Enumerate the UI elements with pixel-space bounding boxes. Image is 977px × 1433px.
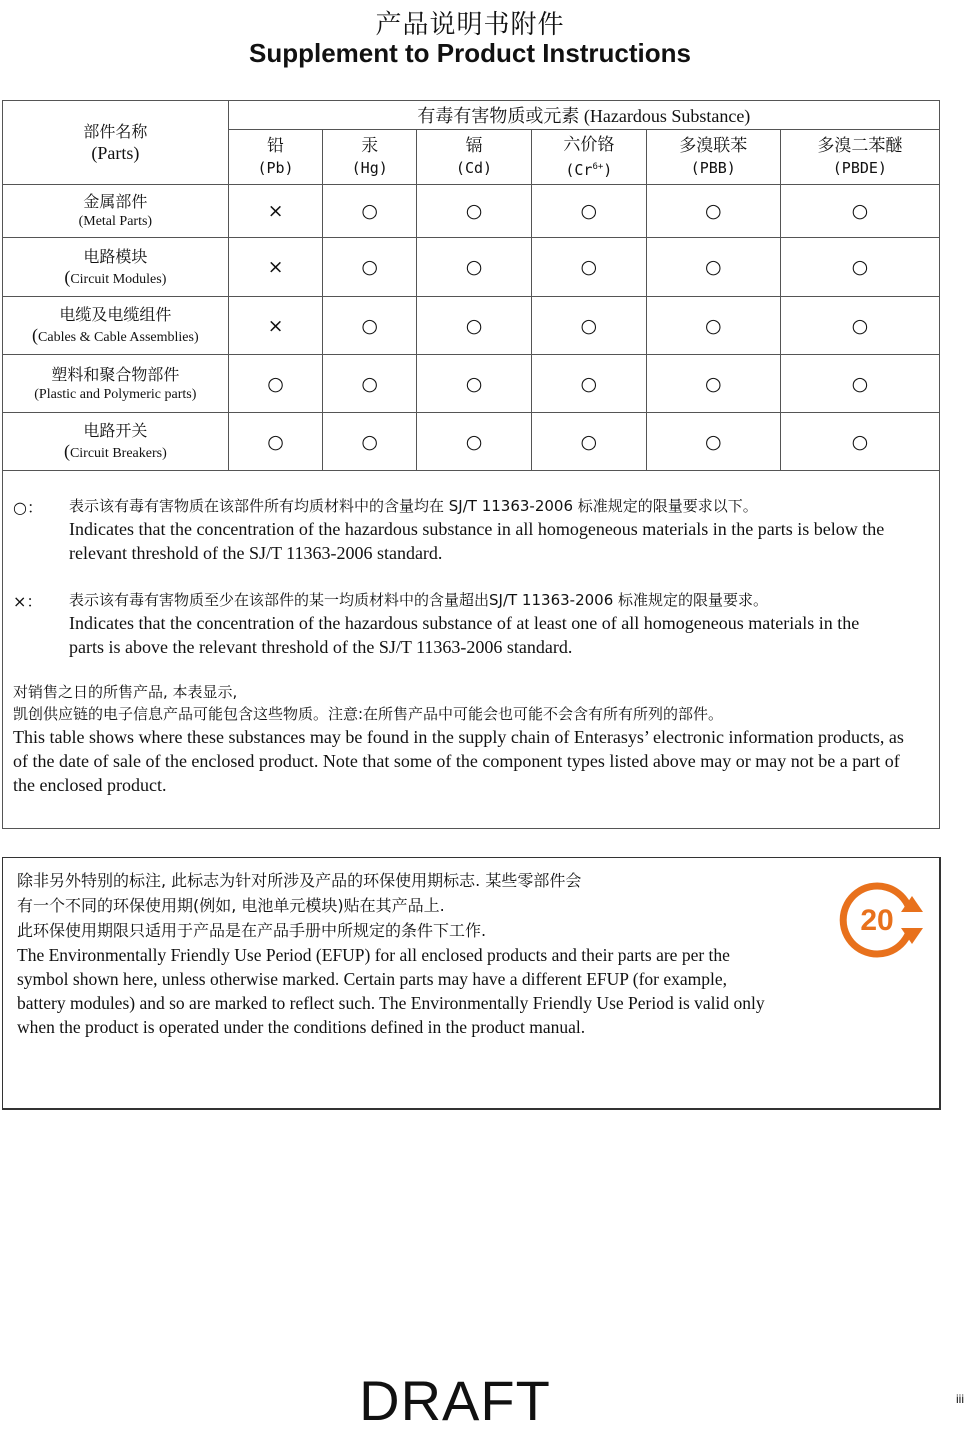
substance-symbol: (PBDE) (832, 159, 887, 177)
mark-cell: ○ (323, 185, 417, 238)
parts-header-en: (Parts) (91, 143, 140, 163)
mark-cell: × (228, 297, 323, 355)
mark-cell: ○ (646, 185, 780, 238)
substance-symbol: $(Cr^{6+})$ (565, 160, 613, 179)
note-circle-en: Indicates that the concentration of the hazardous substance in all homogeneous materials in the parts is below the relevant threshold of the SJ/T 11363-2006 standard. (69, 519, 885, 563)
part-name-en: (Metal Parts) (78, 214, 153, 229)
efup-logo-icon (831, 872, 927, 968)
mark-cell: ○ (417, 355, 532, 413)
table-header-row (3, 101, 940, 130)
mark-cell: ○ (323, 297, 417, 355)
substance-chromium (531, 130, 646, 185)
mark-cell: ○ (646, 355, 780, 413)
part-name-en: (Circuit Modules) (64, 266, 167, 287)
part-name-cell (3, 238, 229, 297)
note-cross-en: Indicates that the concentration of the hazardous substance of at least one of all homogeneous materials in the parts is above the relevant threshold of the SJ/T 11363-2006 standard. (69, 613, 860, 657)
table-notes (2, 471, 940, 829)
mark-cell: ○ (646, 413, 780, 471)
parts-header-cell (3, 101, 229, 185)
part-name-cn: 塑料和聚合物部件 (51, 364, 180, 384)
efup-box (2, 857, 941, 1110)
part-name-cn: 金属部件 (83, 192, 148, 211)
hazardous-substance-table (2, 100, 940, 471)
part-name-cell (3, 413, 229, 471)
substance-lead (228, 130, 323, 185)
mark-cell: ○ (531, 413, 646, 471)
note-general (13, 681, 933, 797)
table-row (3, 355, 940, 413)
part-name-en: (Circuit Breakers) (63, 441, 167, 461)
mark-cell: ○ (646, 238, 780, 297)
substance-symbol: (PBB) (690, 159, 736, 177)
mark-cell: ○ (780, 238, 939, 297)
substance-header: 有毒有害物质或元素 (Hazardous Substance) (417, 106, 751, 126)
mark-cell: ○ (780, 297, 939, 355)
part-name-cell (3, 297, 229, 355)
mark-cell: ○ (417, 297, 532, 355)
circle-symbol: ○： (13, 498, 43, 517)
mark-cell: ○ (531, 185, 646, 238)
parts-header-cn: 部件名称 (83, 122, 148, 141)
title-chinese: 产品说明书附件 (375, 10, 565, 40)
substance-name: 镉 (465, 136, 483, 156)
substance-name: 铅 (267, 136, 285, 156)
title-english: Supplement to Product Instructions (248, 38, 691, 68)
substance-mercury (323, 130, 417, 185)
substance-symbol: (Hg) (351, 159, 388, 177)
substance-cadmium (417, 130, 532, 185)
part-name-en: (Cables & Cable Assemblies) (32, 325, 199, 345)
mark-cell: ○ (228, 413, 323, 471)
substance-name: 多溴联苯 (679, 136, 748, 156)
efup-en: The Environmentally Friendly Use Period (EFUP) for all enclosed products and their parts are per the symbol shown here, unless otherwise marked. Certain parts may have a different EFUP (for example, battery modules) and so are marked to reflect such. The Environmentally Friendly Use Period is valid only when the product is operated under the conditions defined in the product manual. (17, 945, 765, 1037)
part-name-cn: 电缆及电缆组件 (59, 305, 172, 324)
mark-cell: ○ (417, 238, 532, 297)
table-row (3, 238, 940, 297)
mark-cell: ○ (417, 413, 532, 471)
draft-watermark: DRAFT (359, 1369, 551, 1432)
mark-cell: ○ (780, 413, 939, 471)
mark-cell: ○ (417, 185, 532, 238)
mark-cell: ○ (323, 238, 417, 297)
cross-symbol: ×： (13, 592, 43, 611)
efup-cn-3: 此环保使用期限只适用于产品是在产品手册中所规定的条件下工作. (17, 921, 487, 940)
mark-cell: ○ (323, 355, 417, 413)
note-general-cn-1: 对销售之日的所售产品, 本表显示, (13, 683, 238, 701)
substance-name: 多溴二苯醚 (817, 136, 903, 156)
substance-pbb (646, 130, 780, 185)
mark-cell: ○ (323, 413, 417, 471)
part-name-cn: 电路开关 (83, 421, 148, 440)
note-cross-cn: 表示该有毒有害物质至少在该部件的某一均质材料中的含量超出SJ/T 11363-2006 标准规定的限量要求。 (69, 591, 769, 609)
note-general-en: This table shows where these substances may be found in the supply chain of Enterasys’ electronic information products, as of the date of sale of the enclosed product. Note that some of the component types listed above may or may not be a part of the enclosed product. (13, 727, 904, 795)
part-name-cn: 电路模块 (83, 246, 148, 266)
substance-symbol: (Cd) (455, 159, 493, 177)
substance-pbde (780, 130, 939, 185)
mark-cell: ○ (780, 185, 939, 238)
efup-cn-1: 除非另外特别的标注, 此标志为针对所涉及产品的环保使用期标志. 某些零部件会 (17, 871, 582, 890)
mark-cell: ○ (228, 355, 323, 413)
part-name-cell (3, 355, 229, 413)
substance-name: 汞 (361, 136, 379, 156)
mark-cell: ○ (531, 238, 646, 297)
efup-cn-2: 有一个不同的环保使用期(例如, 电池单元模块)贴在其产品上. (17, 896, 445, 915)
substance-header-cell (228, 101, 939, 130)
mark-cell: ○ (531, 297, 646, 355)
substance-name: 六价铬 (563, 134, 615, 155)
table-row (3, 297, 940, 355)
mark-cell: × (228, 238, 323, 297)
note-general-cn-2: 凯创供应链的电子信息产品可能包含这些物质。注意:在所售产品中可能会也可能不会含有所有所列的部件。 (13, 705, 724, 723)
efup-logo-number: 20 (860, 904, 894, 937)
table-row (3, 185, 940, 238)
page-number: iii (956, 1392, 964, 1406)
mark-cell: ○ (780, 355, 939, 413)
mark-cell: × (228, 185, 323, 238)
substance-symbol: (Pb) (257, 159, 294, 177)
note-circle-cn: 表示该有毒有害物质在该部件所有均质材料中的含量均在 SJ/T 11363-2006 标准规定的限量要求以下。 (69, 497, 758, 515)
part-name-en: (Plastic and Polymeric parts) (34, 386, 197, 402)
part-name-cell (3, 185, 229, 238)
mark-cell: ○ (531, 355, 646, 413)
table-row (3, 413, 940, 471)
mark-cell: ○ (646, 297, 780, 355)
